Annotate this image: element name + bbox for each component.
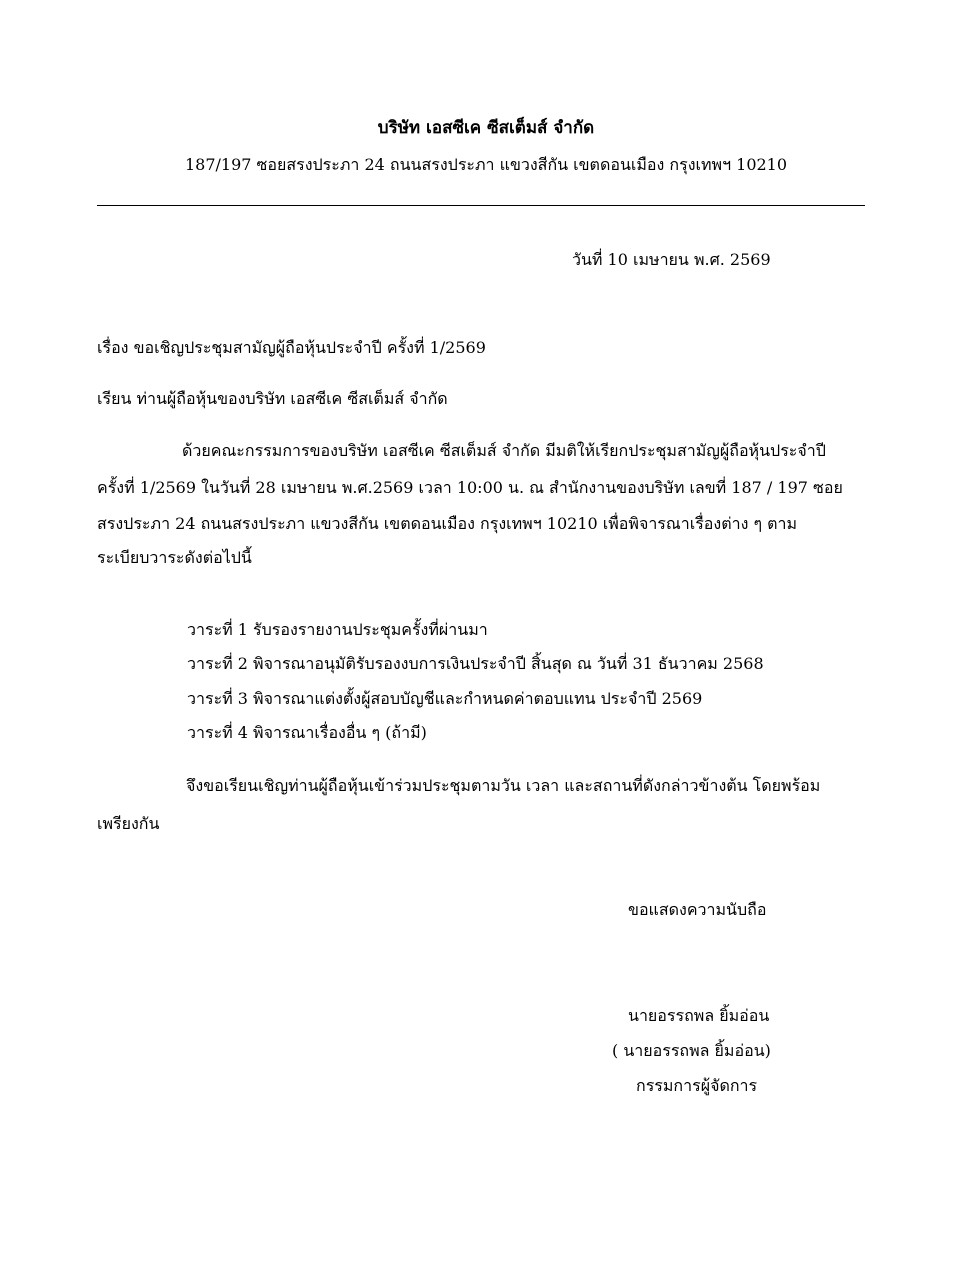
- closing-paragraph-line: จึงขอเรียนเชิญท่านผู้ถือหุ้นเข้าร่วมประชุมตามวัน เวลา และสถานที่ดังกล่าวข้างต้น โดยพร้อม: [186, 776, 821, 795]
- signer-name-parenthesized: ( นายอรรถพล ยิ้มอ่อน): [612, 1041, 771, 1060]
- body-paragraph-line: ครั้งที่ 1/2569 ในวันที่ 28 เมษายน พ.ศ.2569 เวลา 10:00 น. ณ สำนักงานของบริษัท เลขที่ 187 / 197 ซอย: [97, 478, 843, 497]
- agenda-item: วาระที่ 1 รับรองรายงานประชุมครั้งที่ผ่านมา: [187, 620, 488, 639]
- header-divider: [97, 205, 865, 206]
- body-paragraph-line: ระเบียบวาระดังต่อไปนี้: [97, 548, 252, 567]
- letter-date: วันที่ 10 เมษายน พ.ศ. 2569: [572, 250, 771, 269]
- signer-title: กรรมการผู้จัดการ: [636, 1076, 758, 1095]
- company-address: 187/197 ซอยสรงประภา 24 ถนนสรงประภา แขวงสีกัน เขตดอนเมือง กรุงเทพฯ 10210: [184, 155, 788, 174]
- agenda-item: วาระที่ 4 พิจารณาเรื่องอื่น ๆ (ถ้ามี): [187, 723, 427, 742]
- agenda-item: วาระที่ 2 พิจารณาอนุมัติรับรองงบการเงินประจำปี สิ้นสุด ณ วันที่ 31 ธันวาคม 2568: [187, 654, 764, 673]
- closing-paragraph-line: เพรียงกัน: [97, 814, 160, 833]
- regards-text: ขอแสดงความนับถือ: [628, 900, 767, 919]
- body-paragraph-line: สรงประภา 24 ถนนสรงประภา แขวงสีกัน เขตดอนเมือง กรุงเทพฯ 10210 เพื่อพิจารณาเรื่องต่าง ๆ ตาม: [97, 514, 798, 533]
- signer-name: นายอรรถพล ยิ้มอ่อน: [628, 1006, 770, 1025]
- body-paragraph-line: ด้วยคณะกรรมการของบริษัท เอสซีเค ซีสเต็มส์ จำกัด มีมติให้เรียกประชุมสามัญผู้ถือหุ้นประจำปี: [182, 441, 826, 460]
- letter-subject: เรื่อง ขอเชิญประชุมสามัญผู้ถือหุ้นประจำปี ครั้งที่ 1/2569: [97, 338, 486, 357]
- letter-salutation: เรียน ท่านผู้ถือหุ้นของบริษัท เอสซีเค ซีสเต็มส์ จำกัด: [97, 389, 448, 408]
- agenda-item: วาระที่ 3 พิจารณาแต่งตั้งผู้สอบบัญชีและกำหนดค่าตอบแทน ประจำปี 2569: [187, 689, 703, 708]
- company-name: บริษัท เอสซีเค ซีสเต็มส์ จำกัด: [377, 118, 595, 138]
